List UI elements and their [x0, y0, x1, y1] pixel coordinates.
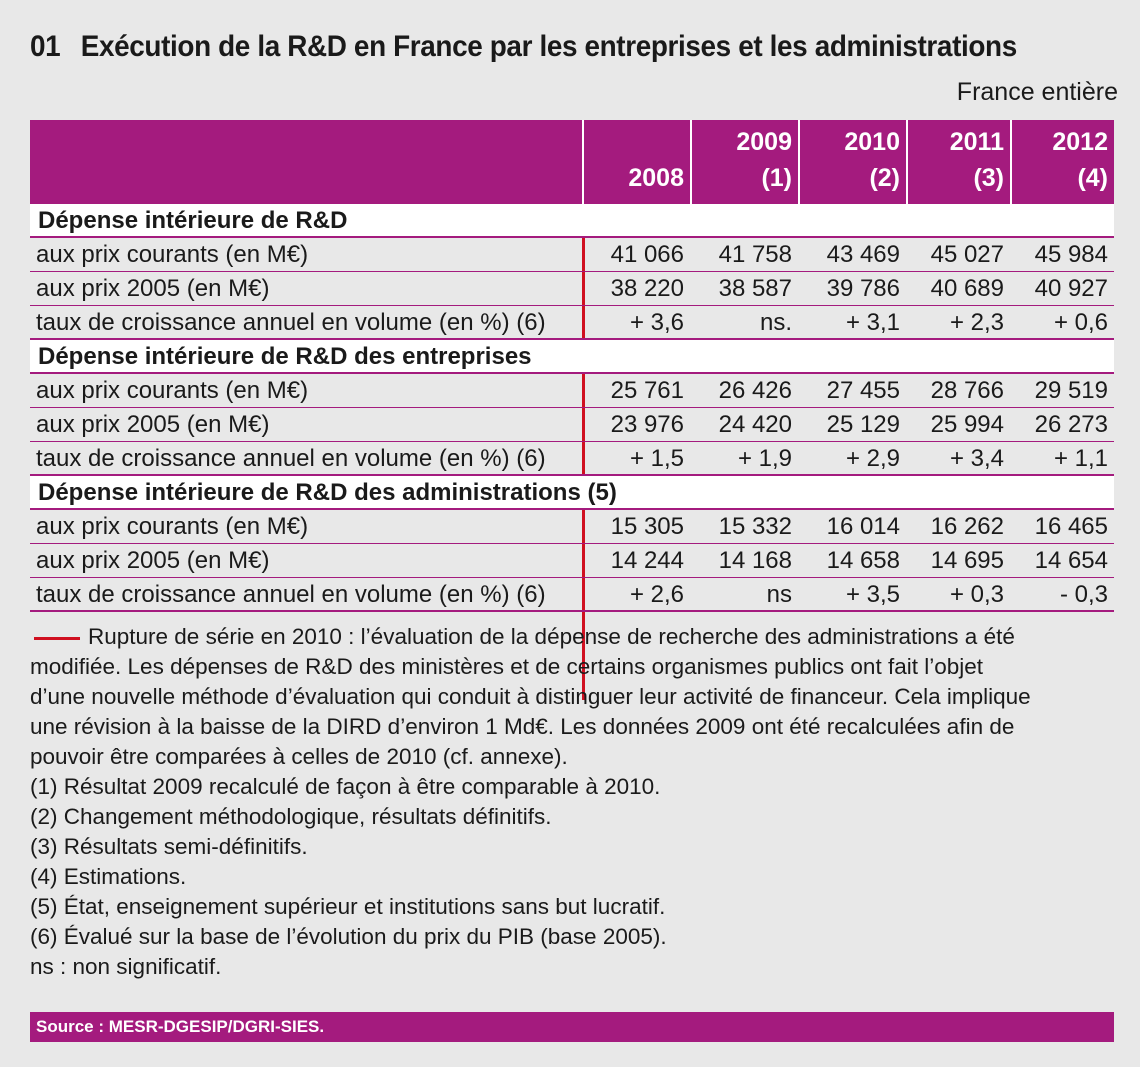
cell-value: 43 469	[826, 241, 900, 268]
table-row	[30, 578, 1114, 612]
data-table	[30, 120, 1114, 612]
row-label: taux de croissance annuel en volume (en %) (6)	[36, 581, 546, 608]
cell-value: 40 689	[930, 275, 1004, 302]
cell-value: + 0,6	[1053, 309, 1108, 336]
cell-value: 38 220	[610, 275, 684, 302]
cell-value: 15 305	[610, 513, 684, 540]
section-title: Dépense intérieure de R&D des administrations (5)	[30, 476, 1114, 510]
footnote: (6) Évalué sur la base de l’évolution du prix du PIB (base 2005).	[30, 924, 667, 949]
source-bar: Source : MESR-DGESIP/DGRI-SIES.	[30, 1012, 1114, 1042]
cell-value: 45 027	[930, 241, 1004, 268]
row-label: aux prix 2005 (en M€)	[36, 275, 270, 302]
cell-value: 28 766	[930, 377, 1004, 404]
cell-value: 24 420	[718, 411, 792, 438]
header-col-2009: 2009 (1)	[690, 120, 798, 204]
cell-value: 15 332	[718, 513, 792, 540]
cell-value: 25 129	[826, 411, 900, 438]
table-body	[30, 204, 1114, 612]
cell-value: 27 455	[826, 377, 900, 404]
cell-value: 14 654	[1034, 547, 1108, 574]
cell-value: + 3,4	[949, 445, 1004, 472]
table-row	[30, 442, 1114, 476]
cell-value: + 2,3	[949, 309, 1004, 336]
title-text: Exécution de la R&D en France par les entreprises et les administrations	[80, 30, 1017, 63]
table-number: 01	[30, 30, 61, 63]
footnote: (4) Estimations.	[30, 864, 187, 889]
cell-value: 14 244	[610, 547, 684, 574]
table-row	[30, 408, 1114, 442]
cell-value: 41 066	[610, 241, 684, 268]
cell-value: 45 984	[1034, 241, 1108, 268]
rupture-legend-icon	[34, 637, 80, 640]
table-header	[30, 120, 1114, 204]
cell-value: 16 465	[1034, 513, 1108, 540]
footnote: ns : non significatif.	[30, 954, 222, 979]
cell-value: - 0,3	[1059, 581, 1108, 608]
cell-value: + 2,9	[845, 445, 900, 472]
row-label: aux prix 2005 (en M€)	[36, 547, 270, 574]
cell-value: + 0,3	[949, 581, 1004, 608]
table-row	[30, 238, 1114, 272]
subtitle: France entière	[956, 78, 1118, 106]
cell-value: 40 927	[1034, 275, 1108, 302]
cell-value: + 1,1	[1053, 445, 1108, 472]
table-row	[30, 544, 1114, 578]
cell-value: 26 426	[718, 377, 792, 404]
cell-value: 29 519	[1034, 377, 1108, 404]
section-title: Dépense intérieure de R&D des entreprises	[30, 340, 1114, 374]
row-label: aux prix courants (en M€)	[36, 513, 309, 540]
cell-value: 16 262	[930, 513, 1004, 540]
cell-value: 38 587	[718, 275, 792, 302]
header-col-2010: 2010 (2)	[798, 120, 906, 204]
row-label: aux prix courants (en M€)	[36, 241, 309, 268]
cell-value: 25 761	[610, 377, 684, 404]
row-label: taux de croissance annuel en volume (en %) (6)	[36, 309, 546, 336]
row-label: aux prix courants (en M€)	[36, 377, 309, 404]
cell-value: + 1,5	[629, 445, 684, 472]
footnote: (5) État, enseignement supérieur et institutions sans but lucratif.	[30, 894, 666, 919]
cell-value: 39 786	[826, 275, 900, 302]
cell-value: ns.	[759, 309, 792, 336]
cell-value: 16 014	[826, 513, 900, 540]
footnote: (2) Changement méthodologique, résultats définitifs.	[30, 804, 552, 829]
cell-value: + 3,5	[845, 581, 900, 608]
table-row	[30, 374, 1114, 408]
cell-value: + 1,9	[737, 445, 792, 472]
cell-value: 14 658	[826, 547, 900, 574]
footnote: (1) Résultat 2009 recalculé de façon à être comparable à 2010.	[30, 774, 661, 799]
row-label: aux prix 2005 (en M€)	[36, 411, 270, 438]
cell-value: 25 994	[930, 411, 1004, 438]
notes	[30, 622, 1114, 982]
cell-value: 41 758	[718, 241, 792, 268]
cell-value: + 3,6	[629, 309, 684, 336]
header-col-2012: 2012 (4)	[1010, 120, 1114, 204]
note-rupture-line: d’une nouvelle méthode d’évaluation qui conduit à distinguer leur activité de financeur. Cela implique	[30, 684, 1031, 709]
cell-value: + 2,6	[629, 581, 684, 608]
table-row	[30, 272, 1114, 306]
cell-value: 14 695	[930, 547, 1004, 574]
note-rupture-line: une révision à la baisse de la DIRD d’environ 1 Md€. Les données 2009 ont été recalculées afin de	[30, 714, 1015, 739]
section-title: Dépense intérieure de R&D	[30, 204, 1114, 238]
header-col-2011: 2011 (3)	[906, 120, 1010, 204]
header-col-2008: 2008	[582, 120, 690, 204]
table-row	[30, 510, 1114, 544]
cell-value: 26 273	[1034, 411, 1108, 438]
page-title	[30, 30, 1042, 64]
note-rupture-line: modifiée. Les dépenses de R&D des ministères et de certains organismes publics ont fait l’objet	[30, 654, 983, 679]
cell-value: ns	[766, 581, 792, 608]
row-label: taux de croissance annuel en volume (en %) (6)	[36, 445, 546, 472]
footnote: (3) Résultats semi-définitifs.	[30, 834, 308, 859]
cell-value: 23 976	[610, 411, 684, 438]
table-row	[30, 306, 1114, 340]
cell-value: 14 168	[718, 547, 792, 574]
note-rupture-line: pouvoir être comparées à celles de 2010 (cf. annexe).	[30, 744, 568, 769]
note-rupture-line: Rupture de série en 2010 : l’évaluation de la dépense de recherche des administrations a été	[30, 622, 1114, 652]
cell-value: + 3,1	[845, 309, 900, 336]
